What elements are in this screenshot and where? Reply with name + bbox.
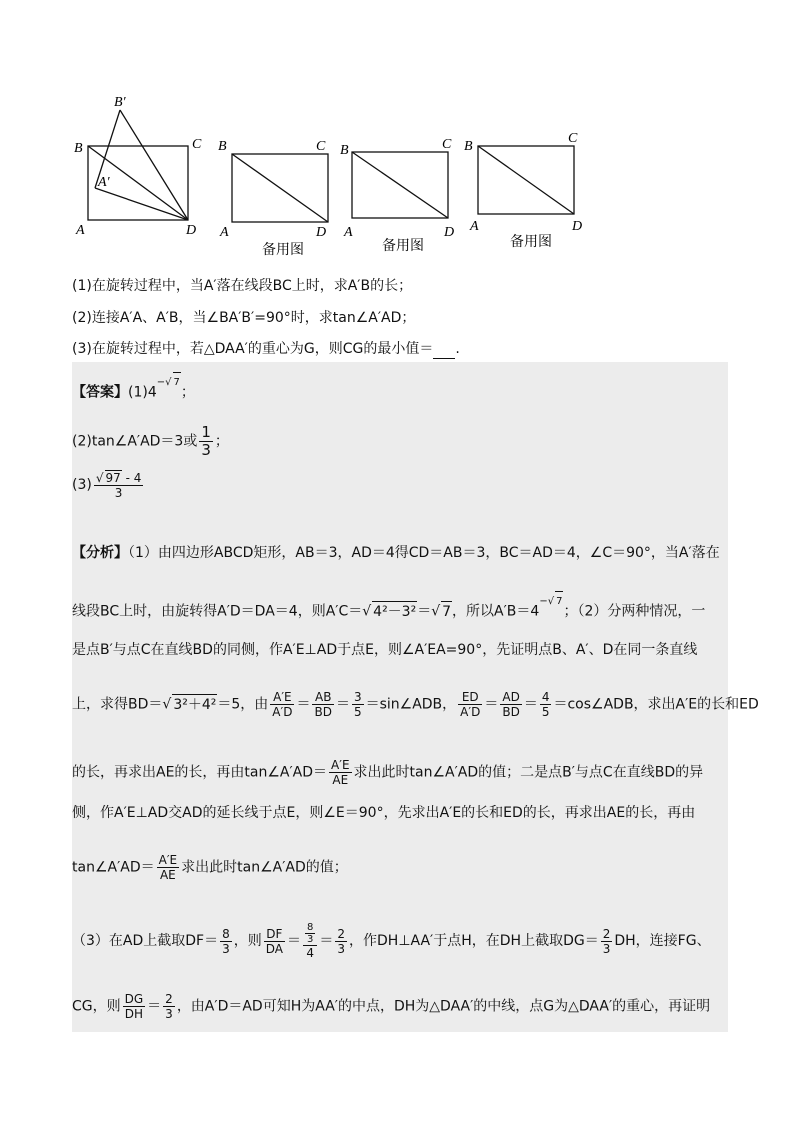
figure-2 [218,139,328,258]
question-2: (2)连接A′A、A′B，当∠BA′B′=90°时，求tan∠A′AD； [72,310,416,326]
answer-2: (2)tan∠A′AD＝3或 $\frac{1}{3}$ ； [72,423,229,459]
figure-3 [340,137,454,254]
answer-3: (3) $\frac{√ 97 - 4}{3}$ [72,471,142,500]
svg-text:D: D [316,225,327,240]
fig1-label-b: B [74,141,83,156]
svg-text:D: D [572,219,583,234]
fig1-label-c: C [192,137,202,152]
svg-text:A: A [220,225,229,240]
figure-1 [74,95,202,238]
fig3-caption: 备用图 [382,239,424,254]
geometry-figures [60,90,590,260]
analysis-line-2: 线段BC上时，由旋转得A′D＝DA＝4，则A′C＝√ 4²－3²＝√ 7，所以$A'B=4^{-√ 7}$；（2）分两种情况，一 [72,597,705,622]
svg-text:D: D [444,225,455,240]
analysis-line-3: 是点B′与点C在直线BD的同侧，作A′E⊥AD于点E，则∠A′EA=90°，先证明点B、A′、D在同一条直线 [72,642,698,658]
fig2-caption: 备用图 [262,243,304,258]
svg-text:C: C [316,139,326,154]
answer-1: 【答案】$(1)4^{-√ 7}$； [72,378,195,403]
figure-4 [464,131,582,250]
fig1-label-aprime: A′ [98,175,110,190]
analysis-line-5: 的长，再求出AE的长，再由tan∠A′AD＝ $\frac{A'E}{AE}$ 求出此时tan∠A′AD的值；二是点B′与点C在直线BD的异 [72,758,704,787]
svg-text:B: B [464,139,473,154]
analysis-line-6: 侧，作A′E⊥AD交AD的延长线于点E，则∠E＝90°，先求出A′E的长和ED的长，再求出AE的长，再由 [72,805,696,821]
answer-head: 【答案】 [72,384,128,401]
svg-text:A: A [470,219,479,234]
analysis-line-8: （3）在AD上截取DF＝ $\frac{8}{3}$ ，则 $\frac{DF}{DA}$ ＝ $\frac{\frac{8}{3}}{4}$ ＝ $\frac{2}{3}$ ，作DH⊥AA′于点H，在DH上截取DG＝ $\frac{2}{3}$ DH，连接FG、 [72,922,711,960]
analysis-line-7: tan∠A′AD＝ $\frac{A'E}{AE}$ 求出此时tan∠A′AD的值； [72,853,348,882]
fig1-label-bprime: B′ [114,95,126,110]
svg-text:C: C [442,137,452,152]
svg-text:A: A [344,225,353,240]
question-1: (1)在旋转过程中，当A′落在线段BC上时，求A′B的长； [72,278,413,294]
fig1-label-d: D [186,223,197,238]
answer-blank [433,344,455,359]
fig4-caption: 备用图 [510,235,552,250]
analysis-line-9: CG，则 $\frac{DG}{DH}$ ＝ $\frac{2}{3}$ ，由A′D＝AD可知H为AA′的中点，DH为△DAA′的中线，点G为△DAA′的重心，再证明 [72,992,711,1021]
question-3: (3)在旋转过程中，若△DAA′的重心为G，则CG的最小值＝ . [72,341,460,357]
svg-text:C: C [568,131,578,146]
svg-text:B: B [218,139,227,154]
analysis-line-4: 上，求得BD＝√ 3²＋4²＝5，由 $\frac{A'E}{A'D}$ ＝ $\frac{AB}{BD}$ ＝ $\frac{3}{5}$ ＝sin∠ADB， $\frac{ED}{A'D}$ ＝ $\frac{AD}{BD}$ ＝ $\frac{4}{5}$ ＝cos∠ADB，求出A′E的长和ED [72,690,759,719]
fig1-label-a: A [76,223,85,238]
svg-text:B: B [340,143,349,158]
analysis-line-1: 【分析】（1）由四边形ABCD矩形，AB＝3，AD＝4得CD＝AB＝3，BC＝AD＝4，∠C＝90°，当A′落在 [72,545,720,561]
